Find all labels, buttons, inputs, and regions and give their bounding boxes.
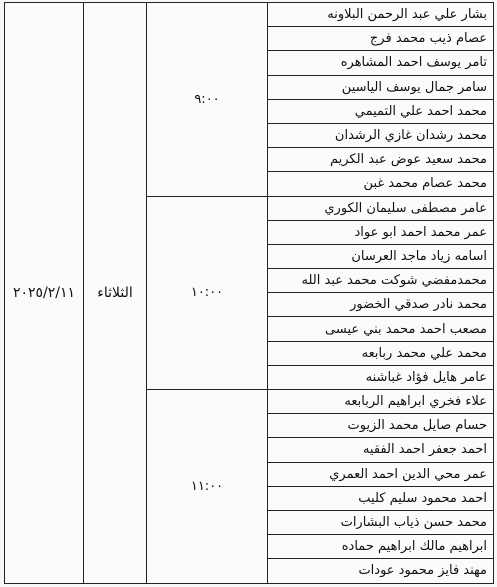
student-name-cell: احمد محمود سليم كليب xyxy=(268,486,494,510)
student-name-cell: اسامه زياد ماجد العرسان xyxy=(268,244,494,268)
session-time-cell: ١١:٠٠ xyxy=(147,390,268,584)
student-name-cell: سامر جمال يوسف الياسين xyxy=(268,75,494,99)
session-time-cell: ٩:٠٠ xyxy=(147,3,268,197)
day-cell: الثلاثاء xyxy=(84,3,147,584)
student-name-cell: بشار علي عبد الرحمن البلاونه xyxy=(268,3,494,27)
schedule-sheet xyxy=(4,2,493,584)
student-name-cell: علاء فخري ابراهيم الربابعه xyxy=(268,390,494,414)
student-name-cell: محمد رشدان غازي الرشدان xyxy=(268,123,494,147)
student-name-cell: محمد سعيد عوض عبد الكريم xyxy=(268,148,494,172)
student-name-cell: حسام صايل محمد الزيوت xyxy=(268,414,494,438)
student-name-cell: محمد حسن ذياب البشارات xyxy=(268,510,494,534)
schedule-table xyxy=(4,2,494,584)
session-time-cell: ١٠:٠٠ xyxy=(147,196,268,390)
student-name-cell: محمدمفضي شوكت محمد عبد الله xyxy=(268,269,494,293)
student-name-cell: عصام ذيب محمد فرج xyxy=(268,27,494,51)
table-row xyxy=(5,3,494,27)
student-name-cell: ابراهيم مالك ابراهيم حماده xyxy=(268,535,494,559)
student-name-cell: عامر هايل فؤاد غباشنه xyxy=(268,365,494,389)
student-name-cell: محمد نادر صدقي الخضور xyxy=(268,293,494,317)
student-name-cell: عمر محي الدين احمد العمري xyxy=(268,462,494,486)
student-name-cell: عامر مصطفى سليمان الكوري xyxy=(268,196,494,220)
student-name-cell: احمد جعفر احمد الفقيه xyxy=(268,438,494,462)
schedule-body xyxy=(5,3,494,584)
student-name-cell: مصعب احمد محمد بني عيسى xyxy=(268,317,494,341)
student-name-cell: محمد احمد علي التميمي xyxy=(268,99,494,123)
date-cell: ٢٠٢٥/٢/١١ xyxy=(5,3,84,584)
student-name-cell: محمد عصام محمد غبن xyxy=(268,172,494,196)
student-name-cell: محمد علي محمد ربابعه xyxy=(268,341,494,365)
student-name-cell: عمر محمد احمد ابو عواد xyxy=(268,220,494,244)
student-name-cell: مهند فايز محمود عودات xyxy=(268,559,494,583)
student-name-cell: تامر يوسف احمد المشاهره xyxy=(268,51,494,75)
